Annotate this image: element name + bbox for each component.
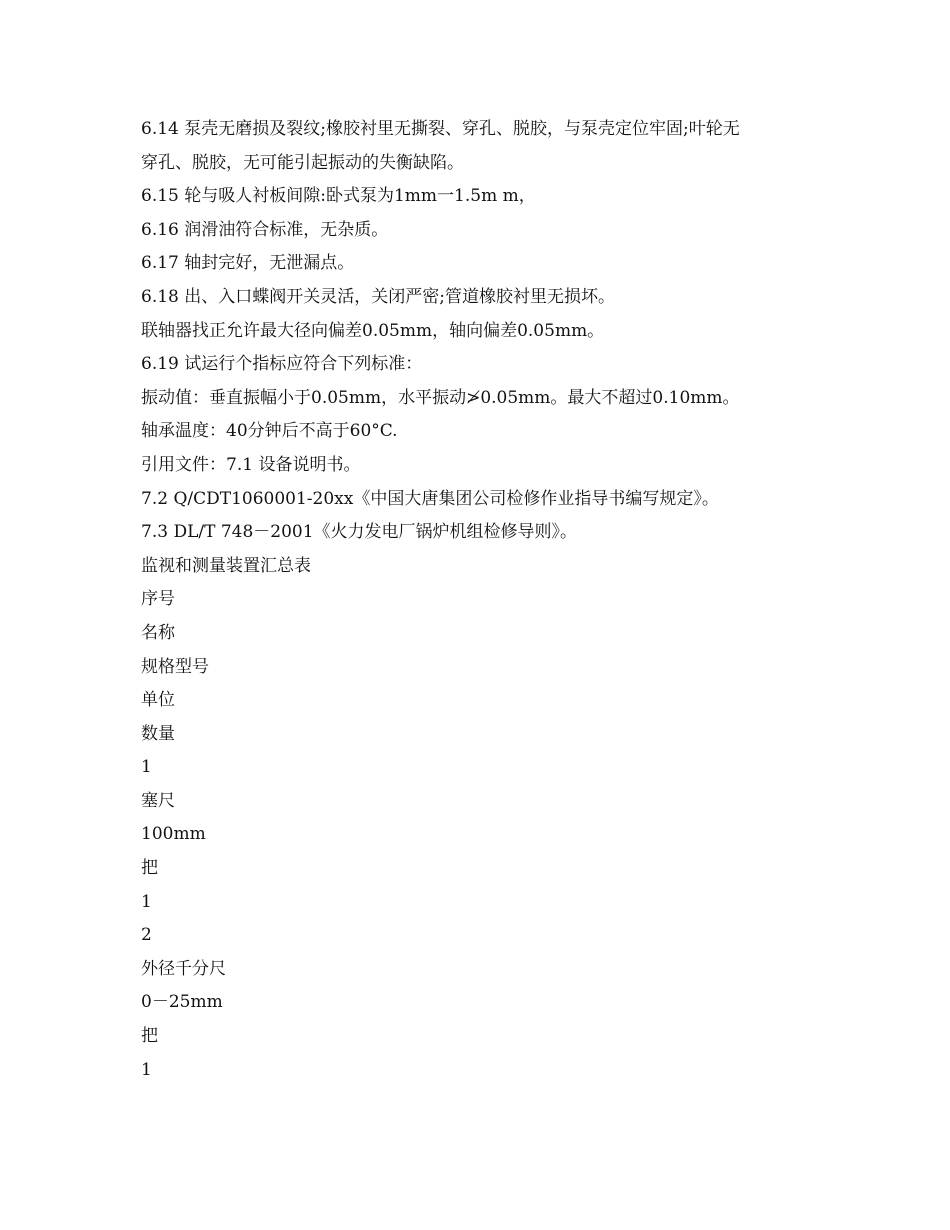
table-cell: 0－25mm <box>141 992 223 1013</box>
paragraph-reference-7-3: 7.3 DL/T 748－2001《火力发电厂锅炉机组检修导则》。 <box>141 522 578 543</box>
paragraph-reference-7-2: 7.2 Q/CDT1060001-20xx《中国大唐集团公司检修作业指导书编写规定》。 <box>141 488 719 509</box>
table-title: 监视和测量装置汇总表 <box>141 555 311 576</box>
table-cell: 外径千分尺 <box>141 958 226 979</box>
paragraph-6-16: 6.16 润滑油符合标准，无杂质。 <box>141 219 389 240</box>
paragraph-6-15: 6.15 轮与吸人衬板间隙:卧式泵为1mm一1.5m m， <box>141 186 536 207</box>
table-cell: 塞尺 <box>141 790 175 811</box>
paragraph-6-14-line1: 6.14 泵壳无磨损及裂纹;橡胶衬里无撕裂、穿孔、脱胶，与泵壳定位牢固;叶轮无 <box>141 119 740 139</box>
paragraph-reference-7-1: 引用文件：7.1 设备说明书。 <box>141 454 361 475</box>
table-cell: 1 <box>141 757 152 778</box>
paragraph-6-18: 6.18 出、入口蝶阀开关灵活，关闭严密;管道橡胶衬里无损坏。 <box>141 286 615 307</box>
paragraph-coupling-alignment: 联轴器找正允许最大径向偏差0.05mm，轴向偏差0.05mm。 <box>141 320 605 341</box>
table-header-name: 名称 <box>141 622 175 643</box>
table-header-index: 序号 <box>141 589 175 610</box>
table-header-unit: 单位 <box>141 690 175 711</box>
paragraph-6-17: 6.17 轴封完好，无泄漏点。 <box>141 253 355 274</box>
table-header-spec: 规格型号 <box>141 656 209 677</box>
table-header-quantity: 数量 <box>141 723 175 744</box>
paragraph-6-14-line2: 穿孔、脱胶，无可能引起振动的失衡缺陷。 <box>141 152 464 173</box>
table-cell: 1 <box>141 891 152 912</box>
paragraph-vibration: 振动值：垂直振幅小于0.05mm，水平振动≯0.05mm。最大不超过0.10mm。 <box>141 387 740 408</box>
paragraph-bearing-temperature: 轴承温度：40分钟后不高于60°C. <box>141 421 398 442</box>
table-cell: 1 <box>141 1059 152 1080</box>
document-body <box>141 113 821 1087</box>
paragraph-6-19: 6.19 试运行个指标应符合下列标准： <box>141 354 423 375</box>
table-cell: 100mm <box>141 824 206 845</box>
table-cell: 2 <box>141 925 152 946</box>
table-cell: 把 <box>141 1026 158 1047</box>
table-cell: 把 <box>141 858 158 879</box>
